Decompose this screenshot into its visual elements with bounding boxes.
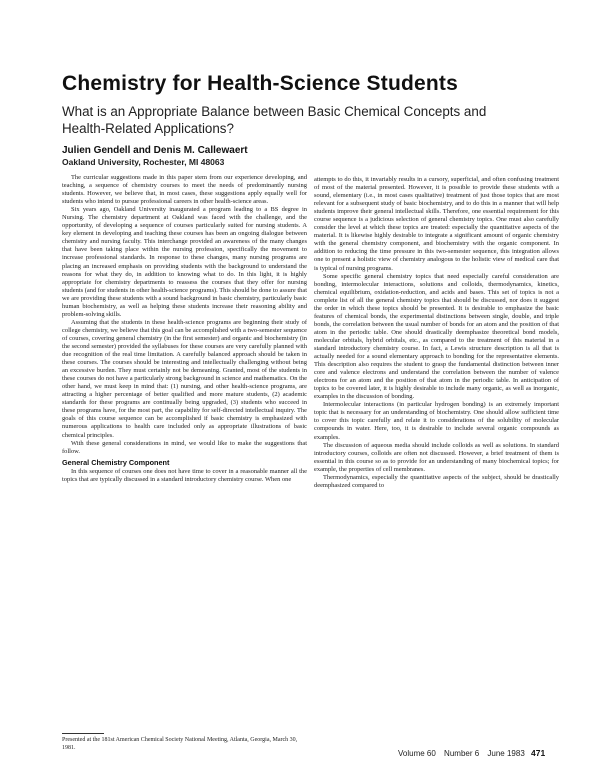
article-title: Chemistry for Health-Science Students: [62, 72, 458, 95]
left-column: [62, 174, 307, 740]
body-paragraph: attempts to do this, it invariably results in a cursory, superficial, and often confusing treatment of most of the material presented. However, it is possible to provide these students with a sound, elementary (i.e., in most cases qualitative) treatment of just those topics that are most relevant for a subsequent study of basic biochemistry, and to do this in a manner that will help students improve their general intellectual skills. Therefore, one essential requirement for this course sequence is a judicious selection of general chemistry topics. One must also carefully consider the level at which these topics are treated: especially the quantitative aspects of the material. It is likewise highly desirable to integrate a significant amount of organic chemistry with the general chemistry component, and biochemistry with the organic component. In addition to reducing the time pressure in this two-semester sequence, this integration allows one to present a holistic view of chemistry analogous to the holistic view of medical care that is typical of nursing programs.: [314, 176, 559, 272]
author-affiliation: Oakland University, Rochester, MI 48063: [62, 157, 225, 167]
article-authors: Julien Gendell and Denis M. Callewaert: [62, 145, 248, 156]
body-paragraph: In this sequence of courses one does not have time to cover in a reasonable manner all the topics that are typically discussed in a standard introductory chemistry course. When one: [62, 467, 307, 483]
body-paragraph: Some specific general chemistry topics that need especially careful consideration are bonding, intermolecular interactions, solutions and colloids, thermodynamics, kinetics, chemical equilibrium, oxidation-reduction, and acids and bases. This set of topics is not a complete list of all the general chemistry topics that should be discussed, nor does it suggest the order in which these topics should be presented. It is desirable to emphasize the basic features of chemical bonds, the experimental distinctions between single, double, and triple bonds, the correlation between the usual number of bonds for an atom and the position of that atom in the periodic table. One should drastically deemphasize theoretical bond models, molecular orbitals, hybrid orbitals, etc., as compared to the treatment of this material in a standard introductory chemistry course. In fact, a Lewis structure description is all that is actually needed for a sound elementary approach to bonding for the representative elements. This description also requires the student to grasp the fundamental distinction between inner core and valence electrons and understand the correlation between the number of valence electrons for an atom and the position of that atom in the periodic table. In anticipation of topics to be covered later, it is highly desirable to include many organic, as well as inorganic, examples in the discussion of bonding.: [314, 272, 559, 401]
folio-number: Number 6: [444, 749, 480, 758]
body-paragraph: The discussion of aqueous media should include colloids as well as solutions. In standard introductory courses, colloids are often not discussed. However, a brief treatment of them is essential in this course so as to provide for an understanding of many biochemical topics; for example, the properties of cell membranes.: [314, 441, 559, 473]
body-paragraph: Six years ago, Oakland University inaugurated a program leading to a BS degree in Nursing. The chemistry department at Oakland was faced with the challenge, and the opportunity, of developing a sequence of courses particularly suited for nursing students. A key element in developing and teaching these courses has been an ongoing dialogue between chemistry and nursing faculty. This interchange provided an awareness of the many changes that have been taking place within the nursing profession, specifically the movement to increase professional standards. In response to these changes, many nursing programs are placing an increased emphasis on providing students with the background to understand the reasons for what they do, in addition to knowing what to do. In this light, it is highly appropriate for chemistry departments to reassess the courses that they offer for nursing students (and for students in other health-science programs). This should be done to assure that we are providing these students with a sound background in basic chemistry, particularly basic human biochemistry, as well as helping these students increase their reasoning ability and problem-solving skills.: [62, 206, 307, 318]
body-paragraph: Intermolecular interactions (in particular hydrogen bonding) is an extremely important topic that is necessary for an understanding of biochemistry. One should allow sufficient time to cover this topic carefully and relate it to considerations of the solubility of molecular compounds in water. Here, too, it is desirable to include several organic compounds as examples.: [314, 401, 559, 441]
body-paragraph: The curricular suggestions made in this paper stem from our experience developing, and teaching, a sequence of chemistry courses to meet the needs of predominantly nursing students. However, we believe that, in most cases, these suggestions apply equally well for students who intend to pursue professional careers in other health-science areas.: [62, 174, 307, 206]
body-paragraph: Assuming that the students in these health-science programs are beginning their study of college chemistry, we believe that this goal can be accomplished with a two-semester sequence of courses, covering general chemistry (in the first semester) and organic and biochemistry (in the second semester) provided the syllabuses for these courses are very carefully planned with due recognition of the real time limitation. A carefully balanced approach should be taken in these courses. The courses should be interesting and intellectually challenging without being an excessive burden. They must certainly not be demeaning. Granted, most of the students in these courses do not have a particularly strong background in science and mathematics. On the other hand, we must keep in mind that: (1) nursing, and other health-science programs, are attracting a higher percentage of better qualified and more mature students, (2) academic standards for these programs are continually being upgraded, (3) students who succeed in these programs have, for the most part, the capability for self-directed intellectual inquiry. The goals of this course sequence can be accomplished if basic chemistry is emphasized with numerous applications to health care included only as appropriate illustrations of basic chemical principles.: [62, 318, 307, 439]
journal-folio: [398, 749, 531, 758]
page-number: 471: [531, 748, 546, 758]
folio-date: June 1983: [487, 749, 525, 758]
section-heading: General Chemistry Component: [62, 457, 170, 467]
footnote-rule: [62, 733, 104, 734]
article-subtitle: What is an Appropriate Balance between Basic Chemical Concepts and Health-Related Applications?: [62, 104, 487, 136]
right-column: [314, 176, 559, 742]
folio-volume: Volume 60: [398, 749, 436, 758]
body-paragraph: Thermodynamics, especially the quantitative aspects of the subject, should be drastically deemphasized compared to: [314, 473, 559, 489]
footnote: Presented at the 181st American Chemical Society National Meeting, Atlanta, Georgia, March 30, 1981.: [62, 737, 298, 751]
body-paragraph: With these general considerations in mind, we would like to make the suggestions that follow.: [62, 439, 307, 455]
